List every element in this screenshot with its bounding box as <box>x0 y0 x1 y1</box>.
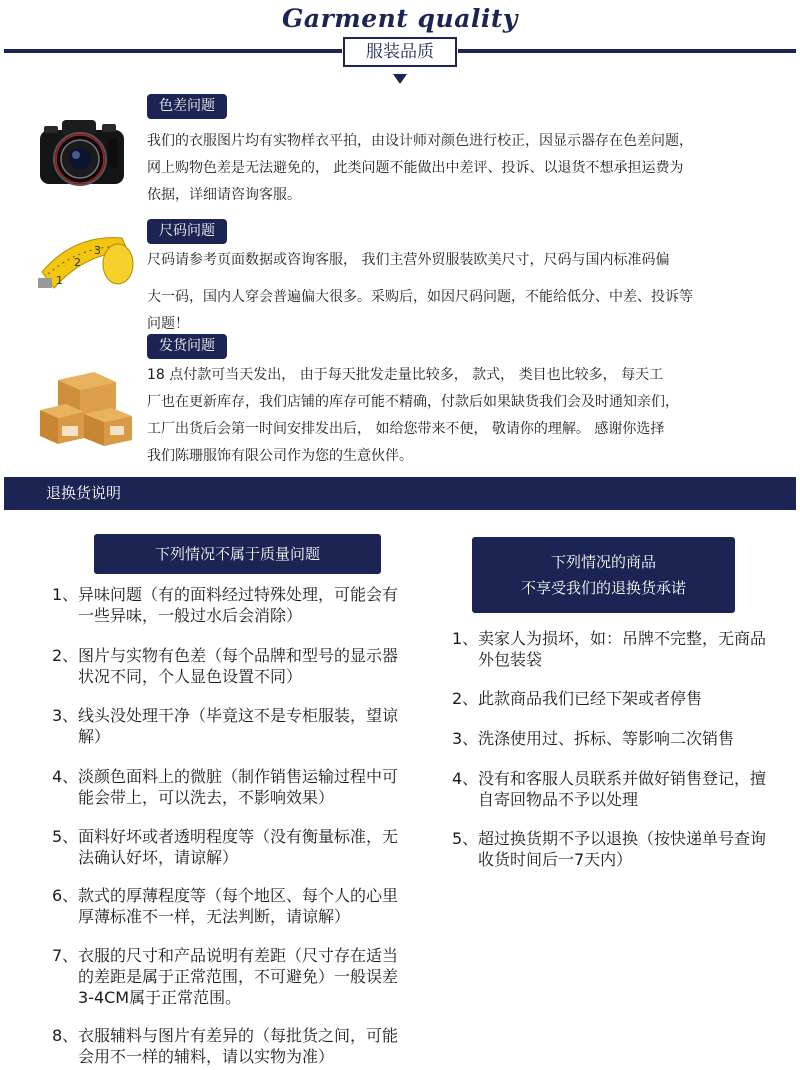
item-text: 会用不一样的辅料，请以实物为准） <box>78 1047 335 1066</box>
returns-banner <box>4 477 796 510</box>
header-divider-left <box>4 49 342 53</box>
text-line: 我们的衣服图片均有实物样衣平拍，由设计师对颜色进行校正，因显示器存在色差问题， <box>147 133 693 149</box>
header-subtitle: 服装品质 <box>343 37 457 67</box>
text-line: 工厂出货后会第一时间安排发出后， 如给您带来不便， 敬请你的理解。 感谢你选择 <box>147 421 665 437</box>
item-text: 没有和客服人员联系并做好销售登记，擅 <box>478 769 767 788</box>
item-text: 厚薄标准不一样，无法判断，请谅解） <box>78 907 351 926</box>
svg-text:2: 2 <box>74 256 81 269</box>
svg-text:3: 3 <box>94 244 101 257</box>
item-text: 的差距是属于正常范围，不可避免）一般误差 <box>78 967 399 986</box>
item-text: 自寄回物品不予以处理 <box>478 790 639 809</box>
not-quality-issue-header: 下列情况不属于质量问题 <box>94 534 381 574</box>
text-line: 我们陈珊服饰有限公司作为您的生意伙伴。 <box>147 448 413 464</box>
item-text: 解） <box>78 727 111 746</box>
item-text: 此款商品我们已经下架或者停售 <box>478 689 703 708</box>
item-number: 8、 <box>52 1026 79 1045</box>
size-issue-badge: 尺码问题 <box>147 219 227 244</box>
shipping-issue-text <box>147 362 767 470</box>
item-text: 外包装袋 <box>478 650 543 669</box>
header-line: 下列情况的商品 <box>550 553 656 571</box>
shipping-boxes-icon <box>36 368 136 448</box>
item-text: 一些异味，一般过水后会消除） <box>78 606 303 625</box>
page-title: Garment quality <box>282 4 518 33</box>
item-text: 超过换货期不予以退换（按快递单号查询 <box>478 829 767 848</box>
header-divider-right <box>458 49 796 53</box>
item-text: 面料好坏或者透明程度等（没有衡量标准，无 <box>78 827 399 846</box>
item-text: 法确认好坏，请谅解） <box>78 848 239 867</box>
item-text: 洗涤使用过、拆标、等影响二次销售 <box>478 729 735 748</box>
item-text: 卖家人为损坏，如：吊牌不完整，无商品 <box>478 629 767 648</box>
item-text: 异味问题（有的面料经过特殊处理，可能会有 <box>78 585 399 604</box>
size-issue-text <box>147 247 767 338</box>
text-line: 18 点付款可当天发出， 由于每天批发走量比较多， 款式， 类目也比较多， 每天工 <box>147 367 664 383</box>
item-number: 2、 <box>452 689 479 708</box>
text-line: 依据，详细请咨询客服。 <box>147 187 301 203</box>
item-number: 7、 <box>52 946 79 965</box>
item-text: 状况不同，个人显色设置不同） <box>78 667 303 686</box>
camera-icon <box>36 112 128 190</box>
text-line: 网上购物色差是无法避免的， 此类问题不能做出中差评、投诉、以退货不想承担运费为 <box>147 160 684 176</box>
item-number: 4、 <box>52 767 79 786</box>
item-number: 2、 <box>52 646 79 665</box>
item-number: 1、 <box>452 629 479 648</box>
down-arrow-icon <box>393 74 407 84</box>
item-number: 4、 <box>452 769 479 788</box>
no-return-promise-header <box>472 537 735 613</box>
item-number: 5、 <box>452 829 479 848</box>
text-line <box>147 274 767 284</box>
text-line: 尺码请参考页面数据或咨询客服， 我们主营外贸服装欧美尺寸，尺码与国内标准码偏 <box>147 252 670 268</box>
item-number: 5、 <box>52 827 79 846</box>
tape-measure-icon <box>34 222 134 302</box>
item-number: 6、 <box>52 886 79 905</box>
text-line: 大一码，国内人穿会普遍偏大很多。采购后，如因尺码问题，不能给低分、中差、投诉等 <box>147 289 693 305</box>
color-difference-badge: 色差问题 <box>147 94 227 119</box>
item-text: 图片与实物有色差（每个品牌和型号的显示器 <box>78 646 399 665</box>
header-line: 不享受我们的退换货承诺 <box>520 579 686 597</box>
item-text: 3-4CM属于正常范围。 <box>78 988 242 1007</box>
item-text: 款式的厚薄程度等（每个地区、每个人的心里 <box>78 886 399 905</box>
item-text: 收货时间后一7天内） <box>478 850 633 869</box>
item-number: 3、 <box>52 706 79 725</box>
text-line: 厂也在更新库存，我们店铺的库存可能不精确，付款后如果缺货我们会及时通知亲们， <box>147 394 679 410</box>
item-text: 能会带上，可以洗去，不影响效果） <box>78 788 335 807</box>
item-text: 衣服辅料与图片有差异的（每批货之间，可能 <box>78 1026 399 1045</box>
text-line: 问题！ <box>147 316 189 332</box>
item-number: 3、 <box>452 729 479 748</box>
svg-text:1: 1 <box>56 274 63 287</box>
item-text: 线头没处理干净（毕竟这不是专柜服装，望谅 <box>78 706 399 725</box>
item-number: 1、 <box>52 585 79 604</box>
item-text: 淡颜色面料上的微脏（制作销售运输过程中可 <box>78 767 399 786</box>
item-text: 衣服的尺寸和产品说明有差距（尺寸存在适当 <box>78 946 399 965</box>
color-difference-text <box>147 128 767 209</box>
returns-banner-label: 退换货说明 <box>46 484 122 502</box>
shipping-issue-badge: 发货问题 <box>147 334 227 359</box>
